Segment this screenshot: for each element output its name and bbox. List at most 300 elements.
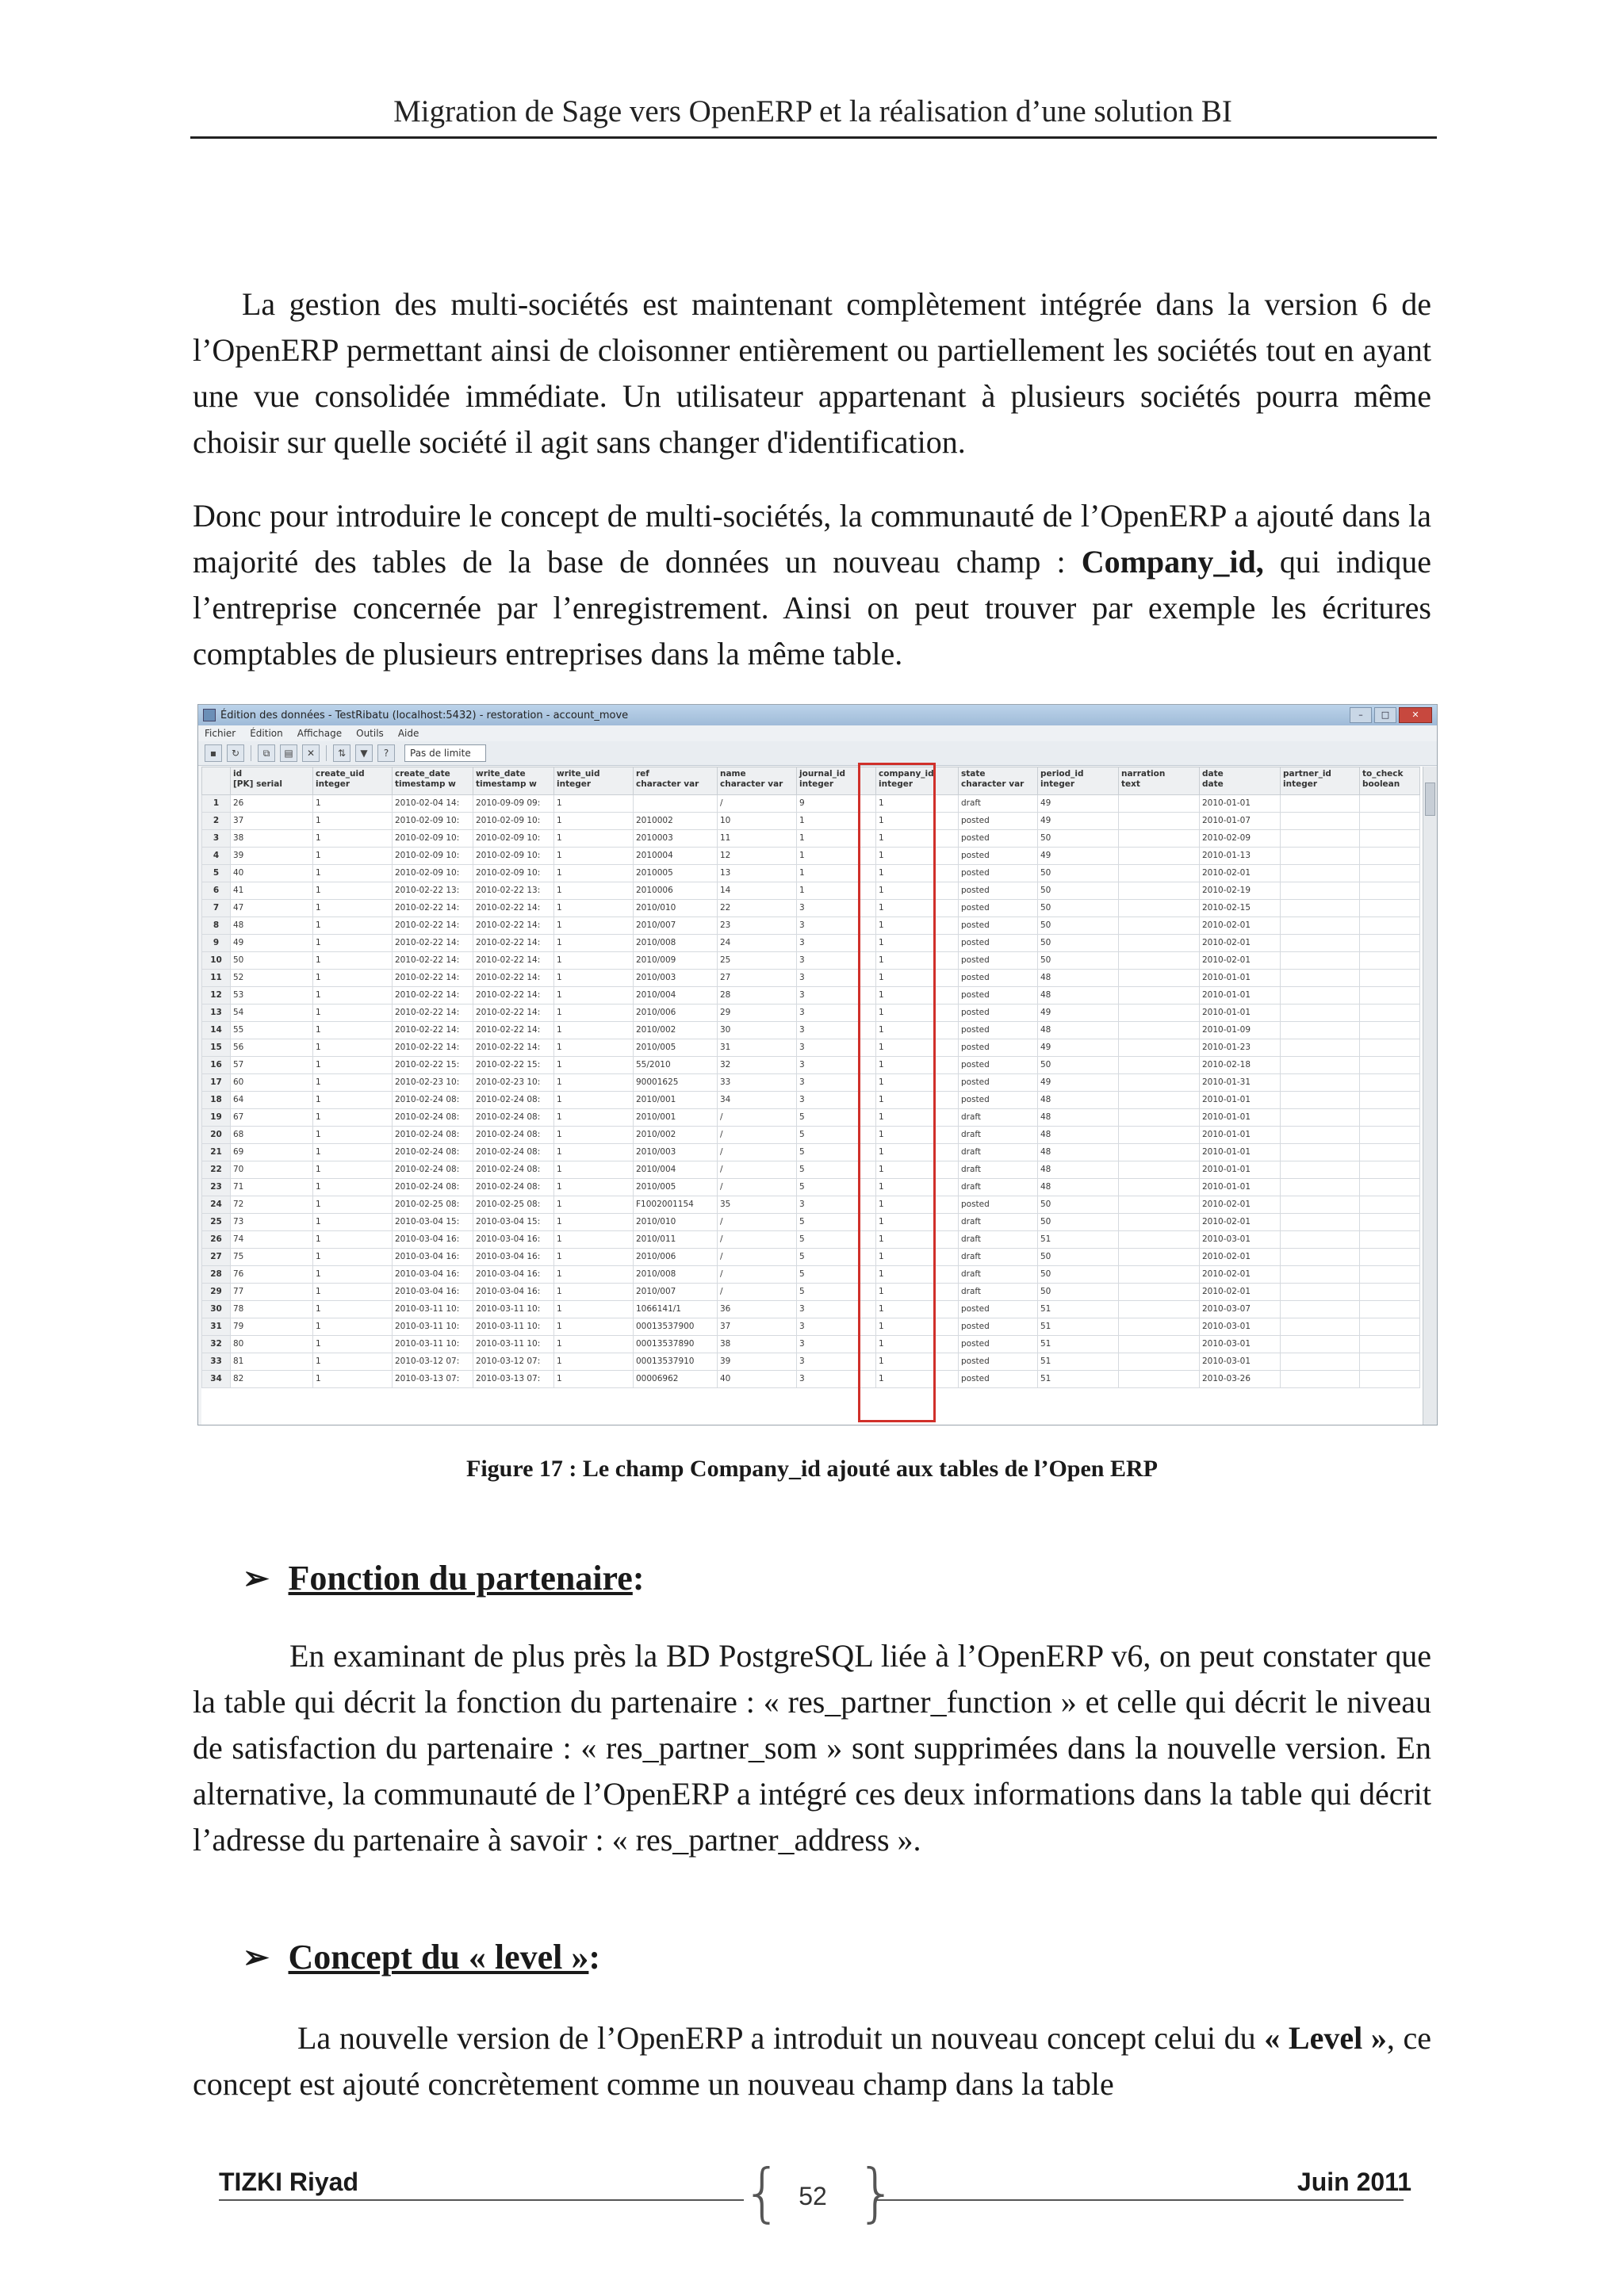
table-cell[interactable]: 1: [313, 1353, 393, 1371]
menu-item-help[interactable]: Aide: [397, 728, 419, 739]
table-cell[interactable]: 1: [876, 1249, 959, 1266]
menu-item-tools[interactable]: Outils: [356, 728, 384, 739]
column-header-name[interactable]: [718, 767, 797, 795]
table-cell[interactable]: [1281, 1144, 1360, 1161]
table-cell[interactable]: 2010-02-22 14:: [393, 1022, 473, 1039]
table-cell[interactable]: 1: [554, 848, 634, 865]
table-cell[interactable]: [1281, 1039, 1360, 1057]
table-cell[interactable]: 2010-02-22 14:: [393, 1039, 473, 1057]
table-cell[interactable]: /: [718, 1144, 797, 1161]
table-cell[interactable]: 2010-02-24 08:: [473, 1109, 554, 1127]
table-cell[interactable]: 1: [313, 1022, 393, 1039]
table-cell[interactable]: 2010-02-09 10:: [473, 830, 554, 848]
table-row[interactable]: [202, 1074, 1420, 1092]
refresh-icon[interactable]: ↻: [227, 744, 244, 762]
table-cell[interactable]: posted: [959, 1353, 1038, 1371]
table-cell[interactable]: 48: [1038, 1179, 1119, 1196]
table-cell[interactable]: 2010-03-04 16:: [393, 1231, 473, 1249]
table-cell[interactable]: 73: [231, 1214, 313, 1231]
table-cell[interactable]: 5: [797, 1231, 876, 1249]
table-cell[interactable]: 9: [797, 795, 876, 813]
table-cell[interactable]: 67: [231, 1109, 313, 1127]
table-cell[interactable]: 2010-02-09 10:: [393, 830, 473, 848]
table-cell[interactable]: [1360, 1371, 1420, 1388]
table-cell[interactable]: [1360, 1249, 1420, 1266]
table-cell[interactable]: posted: [959, 900, 1038, 917]
table-cell[interactable]: 50: [1038, 1196, 1119, 1214]
column-header-state[interactable]: [959, 767, 1038, 795]
table-cell[interactable]: 2010/001: [634, 1092, 718, 1109]
table-cell[interactable]: 00006962: [634, 1371, 718, 1388]
table-cell[interactable]: 2010/003: [634, 970, 718, 987]
table-cell[interactable]: 2010/005: [634, 1039, 718, 1057]
table-cell[interactable]: [1360, 1266, 1420, 1284]
table-cell[interactable]: 1: [313, 1144, 393, 1161]
table-cell[interactable]: [1119, 1196, 1200, 1214]
table-row[interactable]: [202, 987, 1420, 1004]
table-cell[interactable]: 1: [876, 970, 959, 987]
table-cell[interactable]: 1: [876, 848, 959, 865]
table-row[interactable]: [202, 1318, 1420, 1336]
table-cell[interactable]: 2010-02-01: [1200, 1214, 1281, 1231]
table-cell[interactable]: 81: [231, 1353, 313, 1371]
table-cell[interactable]: 2010-02-23 10:: [473, 1074, 554, 1092]
table-cell[interactable]: 1: [313, 1266, 393, 1284]
table-cell[interactable]: 51: [1038, 1336, 1119, 1353]
table-cell[interactable]: 2010-02-22 14:: [473, 1004, 554, 1022]
table-cell[interactable]: 1: [554, 1371, 634, 1388]
table-cell[interactable]: 53: [231, 987, 313, 1004]
table-cell[interactable]: 2010-03-04 15:: [473, 1214, 554, 1231]
table-cell[interactable]: 2010-02-23 10:: [393, 1074, 473, 1092]
table-cell[interactable]: 1: [554, 1127, 634, 1144]
table-cell[interactable]: [1119, 1249, 1200, 1266]
table-cell[interactable]: 1: [313, 830, 393, 848]
table-cell[interactable]: 5: [797, 1214, 876, 1231]
table-cell[interactable]: [1281, 795, 1360, 813]
table-cell[interactable]: 1: [876, 1284, 959, 1301]
table-cell[interactable]: posted: [959, 987, 1038, 1004]
table-cell[interactable]: 1: [876, 1057, 959, 1074]
table-cell[interactable]: [1360, 970, 1420, 987]
table-cell[interactable]: [1281, 1161, 1360, 1179]
table-cell[interactable]: [1119, 830, 1200, 848]
table-cell[interactable]: 1: [554, 1074, 634, 1092]
table-cell[interactable]: 2010/006: [634, 1249, 718, 1266]
table-cell[interactable]: [1281, 1109, 1360, 1127]
table-cell[interactable]: draft: [959, 1284, 1038, 1301]
table-cell[interactable]: 10: [718, 813, 797, 830]
table-cell[interactable]: posted: [959, 848, 1038, 865]
table-cell[interactable]: draft: [959, 1214, 1038, 1231]
table-cell[interactable]: 2010-02-01: [1200, 917, 1281, 935]
table-cell[interactable]: draft: [959, 1127, 1038, 1144]
table-cell[interactable]: 1: [876, 1214, 959, 1231]
table-cell[interactable]: 1: [313, 1336, 393, 1353]
table-cell[interactable]: [1281, 1127, 1360, 1144]
table-cell[interactable]: [1119, 1231, 1200, 1249]
table-cell[interactable]: 2010-02-24 08:: [473, 1161, 554, 1179]
table-cell[interactable]: draft: [959, 1109, 1038, 1127]
table-cell[interactable]: 3: [797, 1371, 876, 1388]
table-cell[interactable]: 5: [797, 1109, 876, 1127]
table-cell[interactable]: draft: [959, 795, 1038, 813]
table-cell[interactable]: draft: [959, 1231, 1038, 1249]
table-cell[interactable]: 3: [797, 1039, 876, 1057]
table-cell[interactable]: [1281, 882, 1360, 900]
table-row[interactable]: [202, 865, 1420, 882]
table-cell[interactable]: 1: [876, 865, 959, 882]
table-cell[interactable]: [1281, 987, 1360, 1004]
table-cell[interactable]: posted: [959, 1371, 1038, 1388]
table-cell[interactable]: 49: [1038, 1039, 1119, 1057]
table-cell[interactable]: 1: [313, 900, 393, 917]
table-cell[interactable]: 2010-03-01: [1200, 1336, 1281, 1353]
table-cell[interactable]: [1119, 795, 1200, 813]
table-cell[interactable]: 2010-02-22 14:: [473, 917, 554, 935]
table-cell[interactable]: [1281, 865, 1360, 882]
table-cell[interactable]: 2010-02-22 14:: [393, 970, 473, 987]
table-cell[interactable]: 1: [554, 1214, 634, 1231]
table-cell[interactable]: 1: [554, 1022, 634, 1039]
table-cell[interactable]: 60: [231, 1074, 313, 1092]
table-cell[interactable]: [1281, 1301, 1360, 1318]
table-cell[interactable]: 2010-03-04 15:: [393, 1214, 473, 1231]
table-cell[interactable]: [1281, 1318, 1360, 1336]
table-cell[interactable]: 2010-01-01: [1200, 1144, 1281, 1161]
column-header-write-date[interactable]: [473, 767, 554, 795]
table-cell[interactable]: 2010-03-07: [1200, 1301, 1281, 1318]
table-cell[interactable]: 3: [797, 987, 876, 1004]
table-cell[interactable]: 57: [231, 1057, 313, 1074]
table-cell[interactable]: 2010-02-01: [1200, 952, 1281, 970]
table-cell[interactable]: 1: [797, 882, 876, 900]
table-cell[interactable]: 1066141/1: [634, 1301, 718, 1318]
column-header-write-uid[interactable]: [554, 767, 634, 795]
table-cell[interactable]: 5: [797, 1266, 876, 1284]
table-cell[interactable]: /: [718, 1284, 797, 1301]
table-row[interactable]: [202, 1161, 1420, 1179]
table-cell[interactable]: [1360, 1057, 1420, 1074]
table-cell[interactable]: 55/2010: [634, 1057, 718, 1074]
table-cell[interactable]: [1360, 1144, 1420, 1161]
table-cell[interactable]: [1360, 830, 1420, 848]
column-header-id[interactable]: [231, 767, 313, 795]
table-cell[interactable]: 1: [876, 1074, 959, 1092]
table-cell[interactable]: 2010-03-04 16:: [473, 1249, 554, 1266]
table-cell[interactable]: 1: [554, 1092, 634, 1109]
table-cell[interactable]: 1: [313, 1371, 393, 1388]
table-cell[interactable]: 3: [797, 917, 876, 935]
table-cell[interactable]: 3: [797, 1196, 876, 1214]
table-cell[interactable]: 1: [554, 935, 634, 952]
table-cell[interactable]: 2010-02-22 14:: [393, 917, 473, 935]
table-cell[interactable]: [1360, 1284, 1420, 1301]
table-cell[interactable]: 2010-02-09 10:: [393, 813, 473, 830]
table-cell[interactable]: 5: [797, 1179, 876, 1196]
table-row[interactable]: [202, 1214, 1420, 1231]
table-cell[interactable]: 50: [1038, 900, 1119, 917]
table-cell[interactable]: [1119, 900, 1200, 917]
table-cell[interactable]: 50: [1038, 1057, 1119, 1074]
table-cell[interactable]: 2010-02-24 08:: [473, 1092, 554, 1109]
table-cell[interactable]: 1: [797, 848, 876, 865]
table-cell[interactable]: [1119, 1039, 1200, 1057]
table-cell[interactable]: 76: [231, 1266, 313, 1284]
table-cell[interactable]: 23: [718, 917, 797, 935]
table-cell[interactable]: 1: [554, 1284, 634, 1301]
table-cell[interactable]: 00013537900: [634, 1318, 718, 1336]
table-cell[interactable]: 1: [313, 1057, 393, 1074]
table-cell[interactable]: 2010-02-24 08:: [473, 1144, 554, 1161]
table-cell[interactable]: [1119, 1022, 1200, 1039]
table-row[interactable]: [202, 900, 1420, 917]
table-cell[interactable]: 72: [231, 1196, 313, 1214]
table-cell[interactable]: draft: [959, 1161, 1038, 1179]
table-cell[interactable]: 2010-01-01: [1200, 1161, 1281, 1179]
table-cell[interactable]: [1360, 952, 1420, 970]
table-row[interactable]: [202, 1266, 1420, 1284]
table-cell[interactable]: 1: [313, 1249, 393, 1266]
table-cell[interactable]: [1281, 1284, 1360, 1301]
table-cell[interactable]: 2010-02-19: [1200, 882, 1281, 900]
table-cell[interactable]: 2010/010: [634, 900, 718, 917]
table-cell[interactable]: 1: [313, 1004, 393, 1022]
table-cell[interactable]: 1: [554, 795, 634, 813]
menu-item-file[interactable]: Fichier: [205, 728, 236, 739]
table-cell[interactable]: 2010-02-22 15:: [393, 1057, 473, 1074]
table-cell[interactable]: 1: [554, 865, 634, 882]
table-row[interactable]: [202, 1004, 1420, 1022]
table-cell[interactable]: [1360, 813, 1420, 830]
table-cell[interactable]: posted: [959, 882, 1038, 900]
table-cell[interactable]: 2010-02-01: [1200, 935, 1281, 952]
help-icon[interactable]: ?: [377, 744, 395, 762]
table-cell[interactable]: 1: [876, 1109, 959, 1127]
table-cell[interactable]: 2010-03-04 16:: [473, 1284, 554, 1301]
table-cell[interactable]: [1119, 1057, 1200, 1074]
table-cell[interactable]: 2010-09-09 09:: [473, 795, 554, 813]
table-cell[interactable]: 2010-02-22 13:: [473, 882, 554, 900]
table-cell[interactable]: 1: [554, 1179, 634, 1196]
table-cell[interactable]: 2010005: [634, 865, 718, 882]
table-cell[interactable]: 1: [876, 1161, 959, 1179]
table-cell[interactable]: 2010-03-26: [1200, 1371, 1281, 1388]
table-cell[interactable]: 2010-03-12 07:: [473, 1353, 554, 1371]
table-cell[interactable]: [1281, 952, 1360, 970]
table-cell[interactable]: 2010-02-01: [1200, 1284, 1281, 1301]
table-cell[interactable]: 12: [718, 848, 797, 865]
table-cell[interactable]: [1281, 1214, 1360, 1231]
table-cell[interactable]: 2010-02-22 14:: [393, 935, 473, 952]
table-cell[interactable]: posted: [959, 813, 1038, 830]
table-cell[interactable]: [1360, 1004, 1420, 1022]
table-cell[interactable]: 2010-02-25 08:: [473, 1196, 554, 1214]
table-row[interactable]: [202, 830, 1420, 848]
table-cell[interactable]: 2010-03-12 07:: [393, 1353, 473, 1371]
table-cell[interactable]: posted: [959, 970, 1038, 987]
table-cell[interactable]: 33: [718, 1074, 797, 1092]
table-cell[interactable]: [1119, 1161, 1200, 1179]
table-cell[interactable]: 14: [718, 882, 797, 900]
table-cell[interactable]: 50: [231, 952, 313, 970]
table-cell[interactable]: 69: [231, 1144, 313, 1161]
table-cell[interactable]: 80: [231, 1336, 313, 1353]
table-cell[interactable]: 2010-02-24 08:: [393, 1092, 473, 1109]
table-row[interactable]: [202, 1057, 1420, 1074]
column-header-period-id[interactable]: [1038, 767, 1119, 795]
table-cell[interactable]: 3: [797, 1353, 876, 1371]
table-cell[interactable]: 1: [876, 1336, 959, 1353]
table-cell[interactable]: draft: [959, 1249, 1038, 1266]
table-cell[interactable]: 3: [797, 970, 876, 987]
table-cell[interactable]: /: [718, 1127, 797, 1144]
table-cell[interactable]: 2010-02-18: [1200, 1057, 1281, 1074]
table-cell[interactable]: 3: [797, 1092, 876, 1109]
table-cell[interactable]: [1281, 970, 1360, 987]
table-cell[interactable]: 3: [797, 1022, 876, 1039]
table-cell[interactable]: [1119, 1318, 1200, 1336]
table-cell[interactable]: [1119, 1266, 1200, 1284]
table-cell[interactable]: [1281, 900, 1360, 917]
minimize-icon[interactable]: –: [1350, 707, 1372, 723]
table-cell[interactable]: [1360, 900, 1420, 917]
table-cell[interactable]: posted: [959, 1074, 1038, 1092]
table-cell[interactable]: [1281, 935, 1360, 952]
table-cell[interactable]: 1: [313, 1196, 393, 1214]
table-cell[interactable]: [1281, 1004, 1360, 1022]
menu-item-edit[interactable]: Édition: [250, 728, 283, 739]
table-cell[interactable]: 2010-02-22 14:: [473, 935, 554, 952]
table-cell[interactable]: 1: [876, 952, 959, 970]
table-cell[interactable]: 2010-02-22 14:: [393, 987, 473, 1004]
table-cell[interactable]: 2010-02-01: [1200, 1196, 1281, 1214]
table-cell[interactable]: 78: [231, 1301, 313, 1318]
table-cell[interactable]: [1281, 848, 1360, 865]
table-cell[interactable]: 82: [231, 1371, 313, 1388]
table-cell[interactable]: 39: [718, 1353, 797, 1371]
table-cell[interactable]: 1: [313, 970, 393, 987]
table-cell[interactable]: 2010-02-22 13:: [393, 882, 473, 900]
table-cell[interactable]: 50: [1038, 1284, 1119, 1301]
column-header-company-id[interactable]: [876, 767, 959, 795]
table-cell[interactable]: 2010-02-24 08:: [393, 1161, 473, 1179]
table-cell[interactable]: [1281, 830, 1360, 848]
table-row[interactable]: [202, 1022, 1420, 1039]
table-cell[interactable]: 2010-02-22 14:: [473, 900, 554, 917]
table-cell[interactable]: 1: [554, 830, 634, 848]
table-row[interactable]: [202, 952, 1420, 970]
table-cell[interactable]: 1: [313, 952, 393, 970]
column-header-create-uid[interactable]: [313, 767, 393, 795]
table-cell[interactable]: 37: [718, 1318, 797, 1336]
table-cell[interactable]: posted: [959, 917, 1038, 935]
table-cell[interactable]: [1119, 865, 1200, 882]
table-row[interactable]: [202, 1127, 1420, 1144]
table-cell[interactable]: /: [718, 1179, 797, 1196]
table-row[interactable]: [202, 1301, 1420, 1318]
table-cell[interactable]: 2010-02-22 14:: [473, 1022, 554, 1039]
table-cell[interactable]: [1119, 848, 1200, 865]
table-cell[interactable]: 1: [554, 1144, 634, 1161]
table-cell[interactable]: [1360, 1179, 1420, 1196]
table-cell[interactable]: 2010-02-09 10:: [473, 813, 554, 830]
table-cell[interactable]: 31: [718, 1039, 797, 1057]
table-cell[interactable]: [1119, 1127, 1200, 1144]
table-cell[interactable]: 2010-01-01: [1200, 1092, 1281, 1109]
table-cell[interactable]: [1360, 1127, 1420, 1144]
table-cell[interactable]: 1: [797, 830, 876, 848]
table-cell[interactable]: 2010-03-11 10:: [393, 1318, 473, 1336]
table-cell[interactable]: posted: [959, 1039, 1038, 1057]
table-cell[interactable]: 50: [1038, 830, 1119, 848]
table-cell[interactable]: 2010-01-23: [1200, 1039, 1281, 1057]
table-cell[interactable]: 39: [231, 848, 313, 865]
column-header-to-check[interactable]: [1360, 767, 1420, 795]
table-cell[interactable]: 51: [1038, 1301, 1119, 1318]
table-cell[interactable]: 1: [554, 987, 634, 1004]
table-cell[interactable]: 29: [718, 1004, 797, 1022]
table-cell[interactable]: 1: [554, 1004, 634, 1022]
table-cell[interactable]: 1: [313, 917, 393, 935]
table-row[interactable]: [202, 1144, 1420, 1161]
table-cell[interactable]: posted: [959, 830, 1038, 848]
table-cell[interactable]: 1: [554, 1249, 634, 1266]
table-cell[interactable]: 27: [718, 970, 797, 987]
table-cell[interactable]: 1: [876, 1004, 959, 1022]
table-cell[interactable]: 49: [1038, 1074, 1119, 1092]
table-cell[interactable]: F1002001154: [634, 1196, 718, 1214]
table-cell[interactable]: 5: [797, 1249, 876, 1266]
table-cell[interactable]: 2010-02-24 08:: [393, 1109, 473, 1127]
table-cell[interactable]: 48: [1038, 987, 1119, 1004]
table-cell[interactable]: 2010/004: [634, 1161, 718, 1179]
table-cell[interactable]: 2010003: [634, 830, 718, 848]
table-cell[interactable]: [1360, 1161, 1420, 1179]
table-cell[interactable]: [1281, 813, 1360, 830]
table-cell[interactable]: 1: [554, 1057, 634, 1074]
table-cell[interactable]: 3: [797, 1074, 876, 1092]
table-cell[interactable]: 54: [231, 1004, 313, 1022]
table-cell[interactable]: 3: [797, 1057, 876, 1074]
table-cell[interactable]: [1360, 1231, 1420, 1249]
table-cell[interactable]: 2010-03-04 16:: [393, 1284, 473, 1301]
table-cell[interactable]: 3: [797, 1318, 876, 1336]
table-cell[interactable]: 1: [313, 882, 393, 900]
table-cell[interactable]: 49: [1038, 813, 1119, 830]
table-cell[interactable]: 2010006: [634, 882, 718, 900]
table-cell[interactable]: [1281, 917, 1360, 935]
table-cell[interactable]: 40: [231, 865, 313, 882]
table-cell[interactable]: [1360, 795, 1420, 813]
table-cell[interactable]: 28: [718, 987, 797, 1004]
table-cell[interactable]: [1360, 1196, 1420, 1214]
table-cell[interactable]: 2010-02-24 08:: [393, 1127, 473, 1144]
table-cell[interactable]: 1: [554, 1353, 634, 1371]
table-cell[interactable]: 2010-03-11 10:: [473, 1318, 554, 1336]
table-cell[interactable]: [1119, 1301, 1200, 1318]
table-cell[interactable]: 2010/001: [634, 1109, 718, 1127]
table-cell[interactable]: 1: [876, 1179, 959, 1196]
table-cell[interactable]: 2010-02-01: [1200, 1249, 1281, 1266]
table-cell[interactable]: 38: [718, 1336, 797, 1353]
table-cell[interactable]: 1: [554, 1161, 634, 1179]
table-cell[interactable]: [1119, 882, 1200, 900]
table-cell[interactable]: 51: [1038, 1318, 1119, 1336]
table-cell[interactable]: 1: [554, 1301, 634, 1318]
table-cell[interactable]: [1360, 1214, 1420, 1231]
table-cell[interactable]: 2010-02-09 10:: [393, 848, 473, 865]
